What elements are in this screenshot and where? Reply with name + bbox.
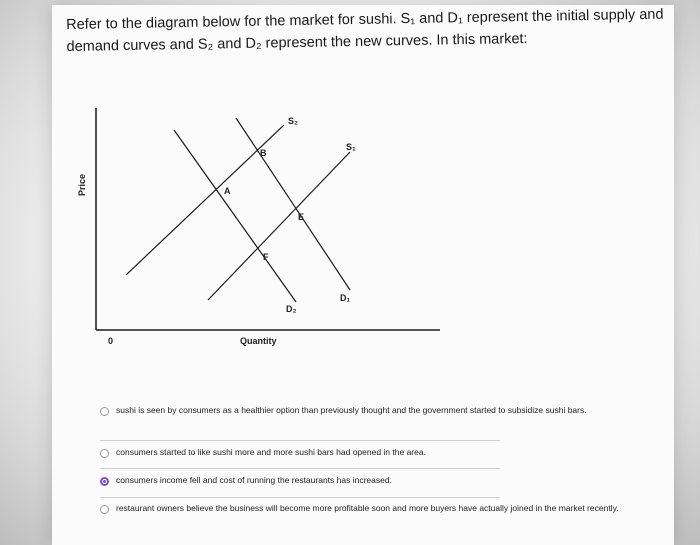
point-label-a: A <box>224 186 231 196</box>
point-label-f: F <box>263 252 269 262</box>
answer-option-3[interactable] <box>100 474 640 486</box>
curve-label-d2: D₂ <box>286 304 297 314</box>
option-divider-1 <box>100 440 500 441</box>
curve-label-d1: D₁ <box>340 293 351 303</box>
radio-button-1[interactable] <box>100 407 109 416</box>
answer-option-4-text: restaurant owners believe the business will become more profitable soon and more buyers have actually joined in the market recently. <box>116 503 619 513</box>
curve-label-s1: S₁ <box>346 142 356 152</box>
answer-option-4[interactable] <box>100 502 640 514</box>
point-label-e: E <box>298 212 305 222</box>
radio-button-2[interactable] <box>100 449 109 458</box>
question-line-2: demand curves and S₂ and D₂ represent the new curves. In this market: <box>66 30 528 55</box>
answer-option-2-text: consumers started to like sushi more and more sushi bars had opened in the area. <box>116 447 426 457</box>
question-line-1: Refer to the diagram below for the market for sushi. S₁ and D₁ represent the initial supply and <box>66 6 664 33</box>
answer-option-2[interactable] <box>100 446 640 458</box>
point-label-b: B <box>260 148 267 158</box>
radio-button-4[interactable] <box>100 505 109 514</box>
radio-button-3-selected[interactable] <box>100 477 109 486</box>
origin-label: 0 <box>108 336 114 346</box>
y-axis-label: Price <box>77 173 87 196</box>
x-axis-label: Quantity <box>240 336 277 346</box>
curve-label-s2: S₂ <box>288 116 299 126</box>
answer-option-1[interactable] <box>100 404 640 416</box>
option-divider-3 <box>100 497 500 498</box>
answer-option-1-text: sushi is seen by consumers as a healthier option than previously thought and the government started to subsidize sushi bars. <box>116 405 587 415</box>
option-divider-2 <box>100 468 500 469</box>
demand-curve-d2 <box>174 130 296 302</box>
answer-option-3-text: consumers income fell and cost of running the restaurants has increased. <box>116 475 392 485</box>
demand-curve-d1 <box>236 118 350 290</box>
